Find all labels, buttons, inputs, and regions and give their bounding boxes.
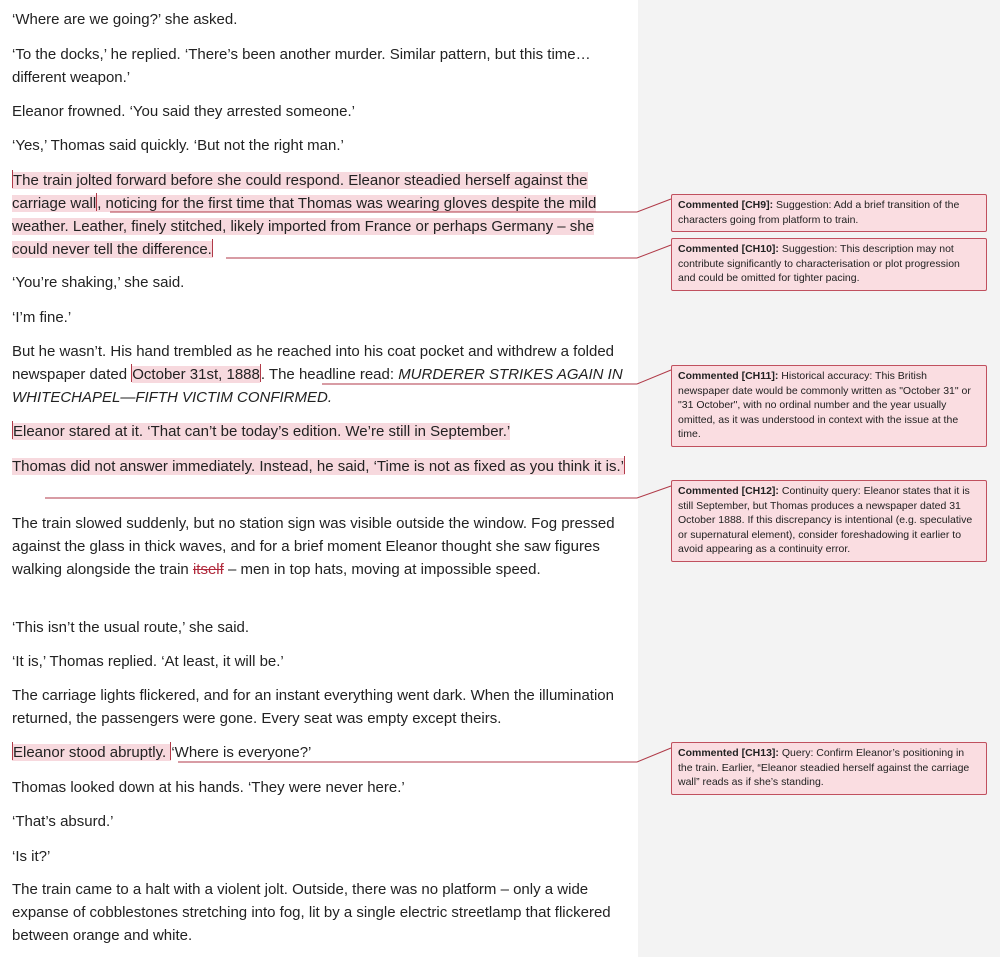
paragraph-text: But he wasn’t. His hand trembled as he reached into his coat pocket and withdrew a folded newspaper dated: [12, 343, 615, 383]
comment-margin-pane: [638, 0, 1000, 957]
comment-range-ch11[interactable]: October 31st, 1888: [132, 366, 260, 383]
highlighted-text: Thomas did not answer immediately. Instead, he said, ‘Time is not as fixed as you think it is.’: [12, 458, 624, 475]
paragraph: The carriage lights flickered, and for an instant everything went dark. When the illumination returned, the passengers were gone. Every seat was empty except theirs.: [12, 687, 614, 727]
commented-paragraph[interactable]: [12, 340, 632, 409]
paragraph: Thomas looked down at his hands. ‘They were never here.’: [12, 779, 405, 796]
comment-label: Commented [CH11]:: [678, 370, 779, 382]
paragraph-text: ‘Where is everyone?’: [171, 744, 312, 761]
highlighted-text: Eleanor stared at it. ‘That can’t be today’s edition. We’re still in September.’: [13, 423, 511, 440]
paragraph: ‘That’s absurd.’: [12, 813, 114, 830]
comment-anchor-end: [624, 456, 625, 474]
paragraph: ‘You’re shaking,’ she said.: [12, 274, 185, 291]
comment-text: Query: Confirm Eleanor’s positioning in the train. Earlier, “Eleanor steadied herself against the carriage wall” reads as if she’s standing.: [678, 747, 970, 788]
comment-box-ch12[interactable]: [671, 480, 987, 562]
paragraph-text: . The headline read:: [260, 366, 399, 383]
comment-text: Continuity query: Eleanor states that it is still September, but Thomas produces a newspaper dated 31 October 1888. If this discrepancy is intentional (e.g. speculative or supernatural element), consider foreshadowing it earlier to avoid appearing as a continuity error.: [678, 485, 973, 555]
comment-box-ch13[interactable]: [671, 742, 987, 795]
comment-label: Commented [CH12]:: [678, 485, 779, 497]
headline-text: MURDERER STRIKES AGAIN IN WHITECHAPEL—FIFTH VICTIM CONFIRMED.: [12, 366, 623, 406]
commented-paragraph[interactable]: [12, 169, 632, 261]
paragraph: ‘This isn’t the usual route,’ she said.: [12, 619, 250, 636]
comment-label: Commented [CH13]:: [678, 747, 779, 759]
paragraph-text: – men in top hats, moving at impossible speed.: [223, 561, 541, 578]
paragraph-with-deletion: [12, 512, 632, 581]
paragraph: ‘Is it?’: [12, 848, 51, 865]
comment-box-ch9[interactable]: [671, 194, 987, 232]
comment-range-ch12-cont[interactable]: [12, 458, 625, 475]
comment-range-ch12[interactable]: [12, 423, 510, 440]
paragraph: ‘Where are we going?’ she asked.: [12, 11, 238, 28]
comment-range-ch10[interactable]: [12, 172, 596, 258]
deleted-text[interactable]: itself: [192, 561, 224, 578]
comment-label: Commented [CH10]:: [678, 243, 779, 255]
paragraph: ‘To the docks,’ he replied. ‘There’s been another murder. Similar pattern, but this time… different weapon.’: [12, 46, 591, 86]
comment-label: Commented [CH9]:: [678, 199, 774, 211]
commented-paragraph[interactable]: [12, 455, 632, 478]
paragraph: ‘It is,’ Thomas replied. ‘At least, it will be.’: [12, 653, 284, 670]
comment-box-ch10[interactable]: [671, 238, 987, 291]
paragraph: ‘Yes,’ Thomas said quickly. ‘But not the right man.’: [12, 137, 344, 154]
comment-text: Suggestion: This description may not contribute significantly to characterisation or plot progression and could be omitted for tighter pacing.: [678, 243, 960, 284]
paragraph: Eleanor frowned. ‘You said they arrested someone.’: [12, 103, 355, 120]
commented-paragraph[interactable]: [12, 420, 632, 443]
highlighted-text: , noticing for the first time that Thomas was wearing gloves despite the mild weather. Leather, finely stitched, likely imported from France or perhaps Germany – she could never tell the difference.: [12, 195, 597, 258]
comment-box-ch11[interactable]: [671, 365, 987, 447]
paragraph-text: The train slowed suddenly, but no station sign was visible outside the window. Fog pressed against the glass in thick waves, and for a brief moment Eleanor thought she saw figures walking alongside the train: [12, 515, 615, 578]
commented-paragraph[interactable]: [12, 741, 632, 764]
paragraph: ‘I’m fine.’: [12, 309, 72, 326]
comment-anchor-end: [212, 239, 213, 257]
highlighted-text: Eleanor stood abruptly.: [13, 744, 171, 761]
paragraph: The train came to a halt with a violent jolt. Outside, there was no platform – only a wide expanse of cobblestones stretching into fog, lit by a single electric streetlamp that flickered between orange and white.: [12, 881, 611, 944]
highlighted-text: The train jolted forward before she could respond. Eleanor steadied herself against the carriage wall: [12, 172, 588, 212]
comment-text: Suggestion: Add a brief transition of the characters going from platform to train.: [678, 199, 960, 226]
comment-text: Historical accuracy: This British newspaper date would be commonly written as "October 31" or "31 October", with no ordinal number and the year usually omitted, as it was understood in context with the issue at the time.: [678, 370, 971, 440]
comment-range-ch13[interactable]: [12, 744, 171, 761]
